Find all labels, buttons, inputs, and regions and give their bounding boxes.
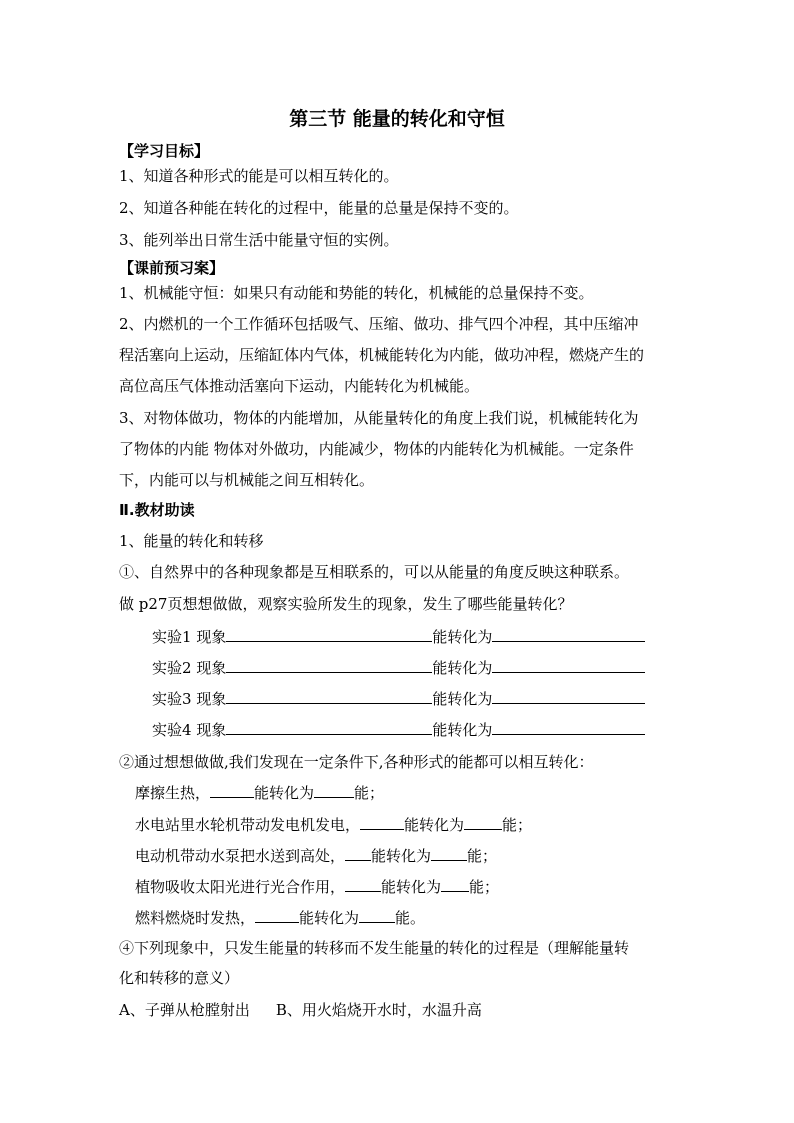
answer-options <box>119 1000 482 1020</box>
question-4-line-1: ④下列现象中，只发生能量的转移而不发生能量的转化的过程是（理解能量转 <box>119 939 630 957</box>
option-b[interactable]: B、用火焰烧开水时，水温升高 <box>275 1001 482 1019</box>
experiment-row <box>152 719 645 740</box>
conversion-blank[interactable] <box>492 719 645 735</box>
question-2: ②通过想想做做,我们发现在一定条件下,各种形式的能都可以相互转化： <box>119 753 594 771</box>
fill-row-friction: 摩擦生热， 能转化为 能； <box>135 784 385 802</box>
conversion-blank[interactable] <box>492 626 645 642</box>
objective-item-1: 1、知道各种形式的能是可以相互转化的。 <box>119 167 399 185</box>
experiment-label: 实验2 <box>152 659 192 677</box>
fill-row-fuel: 燃料燃烧时发热， 能转化为 能。 <box>135 909 426 927</box>
question-1: ①、自然界中的各种现象都是互相联系的，可以从能量的角度反映这种联系。 <box>119 563 630 581</box>
fill-row-hydro: 水电站里水轮机带动发电机发电， 能转化为 能； <box>135 816 533 834</box>
experiment-row <box>152 688 645 709</box>
option-a[interactable]: A、子弹从枪膛射出 <box>119 1001 250 1019</box>
phenomenon-label: 现象 <box>196 721 227 739</box>
phenomenon-label: 现象 <box>196 690 227 708</box>
fill-row-photosynthesis: 植物吸收太阳光进行光合作用， 能转化为 能； <box>135 878 500 896</box>
conversion-label: 能转化为 <box>432 721 493 739</box>
energy-from-blank[interactable] <box>345 876 381 892</box>
energy-from-blank[interactable] <box>210 782 254 798</box>
experiment-label: 实验4 <box>152 721 192 739</box>
question-1-continued: 做 p27页想想做做，观察实验所发生的现象，发生了哪些能量转化？ <box>119 595 573 613</box>
reading-heading: Ⅱ.教材助读 <box>119 501 195 519</box>
experiment-label: 实验1 <box>152 628 192 646</box>
phenomenon-blank[interactable] <box>226 657 432 673</box>
experiment-row <box>152 657 645 678</box>
objective-item-3: 3、能列举出日常生活中能量守恒的实例。 <box>119 231 399 249</box>
fill-row-pump: 电动机带动水泵把水送到高处， 能转化为 能； <box>135 847 498 865</box>
energy-from-blank[interactable] <box>255 907 299 923</box>
preview-paragraph-3-line-3: 下，内能可以与机械能之间互相转化。 <box>119 471 375 489</box>
experiment-label: 实验3 <box>152 690 192 708</box>
energy-to-blank[interactable] <box>314 782 354 798</box>
phenomenon-blank[interactable] <box>226 688 432 704</box>
phenomenon-label: 现象 <box>196 628 227 646</box>
page-title: 第三节 能量的转化和守恒 <box>289 108 505 130</box>
conversion-label: 能转化为 <box>432 628 493 646</box>
conversion-label: 能转化为 <box>432 659 493 677</box>
objective-item-2: 2、知道各种能在转化的过程中，能量的总量是保持不变的。 <box>119 199 519 217</box>
phenomenon-blank[interactable] <box>226 719 432 735</box>
energy-to-blank[interactable] <box>431 845 467 861</box>
preview-paragraph-3-line-2: 了物体的内能 物体对外做功，内能减少，物体的内能转化为机械能。一定条件 <box>119 440 634 458</box>
conversion-label: 能转化为 <box>432 690 493 708</box>
experiment-row <box>152 626 645 647</box>
preview-paragraph-2-line-1: 2、内燃机的一个工作循环包括吸气、压缩、做功、排气四个冲程，其中压缩冲 <box>119 315 639 333</box>
question-4-line-2: 化和转移的意义） <box>119 969 240 987</box>
preview-heading: 【课前预习案】 <box>119 259 225 277</box>
objectives-heading: 【学习目标】 <box>119 142 210 160</box>
preview-paragraph-1: 1、机械能守恒：如果只有动能和势能的转化，机械能的总量保持不变。 <box>119 284 594 302</box>
energy-from-blank[interactable] <box>345 845 371 861</box>
energy-from-blank[interactable] <box>360 814 404 830</box>
energy-to-blank[interactable] <box>464 814 502 830</box>
phenomenon-label: 现象 <box>196 659 227 677</box>
energy-to-blank[interactable] <box>359 907 395 923</box>
preview-paragraph-3-line-1: 3、对物体做功，物体的内能增加，从能量转化的角度上我们说，机械能转化为 <box>119 409 639 427</box>
energy-to-blank[interactable] <box>441 876 469 892</box>
preview-paragraph-2-line-3: 高位高压气体推动活塞向下运动，内能转化为机械能。 <box>119 377 480 395</box>
phenomenon-blank[interactable] <box>226 626 432 642</box>
conversion-blank[interactable] <box>492 688 645 704</box>
conversion-blank[interactable] <box>492 657 645 673</box>
preview-paragraph-2-line-2: 程活塞向上运动，压缩缸体内气体，机械能转化为内能，做功冲程，燃烧产生的 <box>119 346 645 364</box>
reading-subheading: 1、能量的转化和转移 <box>119 532 264 550</box>
